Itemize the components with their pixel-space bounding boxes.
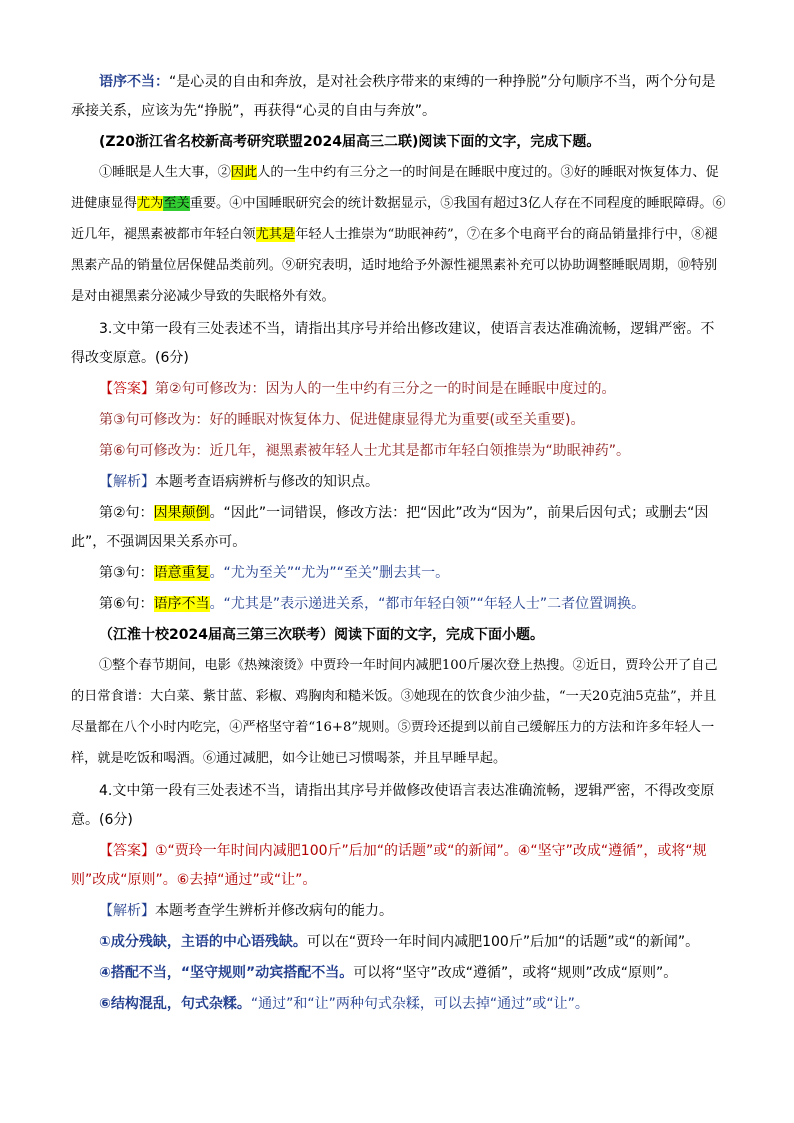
q3-analysis-item-6: 第⑥句：语序不当。“尤其是”表示递进关系，“都市年轻白领”“年轻人士”二者位置调换。 <box>99 596 646 612</box>
q3-answer-1: 【答案】第②句可修改为：因为人的一生中约有三分之一的时间是在睡眠中度过的。 <box>99 381 616 397</box>
q3-answer-2: 第③句可修改为：好的睡眠对恢复体力、促进健康显得尤为重要(或至关重要)。 <box>99 412 585 428</box>
q4-analysis: 【解析】本题考查学生辨析并修改病句的能力。 <box>99 903 393 919</box>
q4-answer: 【答案】①“贾玲一年时间内减肥100斤”后加“的话题”或“的新闻”。④“坚守”改成“遵循”，或将“规则”改成“原则”。⑥去掉“通过”或“让”。 <box>71 843 707 888</box>
q4-analysis-item-1: ①成分残缺，主语的中心语残缺。可以在“贾玲一年时间内减肥100斤”后加“的话题”或“的新闻”。 <box>99 934 700 950</box>
error-type-label: 语序不当： <box>99 74 169 90</box>
q4-heading: （江淮十校2024届高三第三次联考）阅读下面的文字，完成下面小题。 <box>99 627 544 643</box>
answer-label: 【答案】 <box>99 381 155 397</box>
highlight-yinci: 因此 <box>230 165 258 180</box>
q3-analysis-item-2: 第②句：因果颠倒。“因此”一词错误，修改方法：把“因此”改为“因为”，前果后因句式；或删去“因此”，不强调因果关系亦可。 <box>71 505 709 550</box>
q4-question: 4.文中第一段有三处表述不当，请指出其序号并做修改使语言表达准确流畅，逻辑严密，不得改变原意。(6分) <box>71 783 715 828</box>
q3-analysis: 【解析】本题考查语病辨析与修改的知识点。 <box>99 474 379 490</box>
q4-analysis-item-4: ④搭配不当，“坚守规则”动宾搭配不当。可以将“坚守”改成“遵循”，或将“规则”改成“原则”。 <box>99 965 678 981</box>
analysis-label: 【解析】 <box>99 903 155 919</box>
analysis-label: 【解析】 <box>99 474 155 490</box>
highlight-zhiguan: 至关 <box>163 196 190 211</box>
q4-passage: ①整个春节期间，电影《热辣滚烫》中贾玲一年时间内减肥100斤屡次登上热搜。②近日，贾玲公开了自己的日常食谱：大白菜、紫甘蓝、彩椒、鸡胸肉和糙米饭。③她现在的饮食少油少盐，“一天20克油5克盐”，并且尽量都在八个小时内吃完，④严格坚守着“16+8”规则。⑤贾玲还提到以前自己缓解压力的方法和许多年轻人一样，就是吃饭和喝酒。⑥通过减肥，如今让她已习惯喝茶，并且早睡早起。 <box>71 658 718 766</box>
q3-heading: (Z20浙江省名校新高考研究联盟2024届高三二联)阅读下面的文字，完成下题。 <box>99 134 601 150</box>
q3-question: 3.文中第一段有三处表述不当，请指出其序号并给出修改建议，使语言表达准确流畅，逻辑严密。不得改变原意。(6分) <box>71 321 715 366</box>
answer-label: 【答案】 <box>99 843 155 859</box>
q3-analysis-item-3: 第③句：语意重复。“尤为至关”“尤为”“至关”删去其一。 <box>99 565 450 581</box>
q3-answer-3: 第⑥句可修改为：近几年，褪黑素被年轻人士尤其是都市年轻白领推崇为“助眠神药”。 <box>99 443 631 459</box>
highlight-error-type: 因果颠倒 <box>153 505 210 521</box>
document-page <box>71 68 727 1019</box>
highlight-error-type: 语序不当 <box>153 596 210 612</box>
highlight-error-type: 语意重复 <box>153 565 210 581</box>
highlight-youwei: 尤为 <box>136 196 164 211</box>
prev-analysis-paragraph <box>71 68 727 126</box>
prev-analysis-text: “是心灵的自由和奔放，是对社会秩序带来的束缚的一种挣脱”分句顺序不当，两个分句是承接关系，应该为先“挣脱”，再获得“心灵的自由与奔放”。 <box>71 74 716 119</box>
q3-passage: ①睡眠是人生大事，②因此人的一生中约有三分之一的时间是在睡眠中度过的。③好的睡眠对恢复体力、促进健康显得尤为至关重要。④中国睡眠研究会的统计数据显示，⑤我国有超过3亿人存在不同程度的睡眠障碍。⑥近几年，褪黑素被都市年轻白领尤其是年轻人士推崇为“助眠神药”，⑦在多个电商平台的商品销量排行中，⑧褪黑素产品的销量位居保健品类前列。⑨研究表明，适时地给予外源性褪黑素补充可以协助调整睡眠周期，⑩特别是对由褪黑素分泌减少导致的失眠格外有效。 <box>71 165 726 304</box>
q4-analysis-item-6: ⑥结构混乱，句式杂糅。“通过”和“让”两种句式杂糅，可以去掉“通过”或“让”。 <box>99 996 589 1012</box>
highlight-youqishi: 尤其是 <box>255 227 296 242</box>
